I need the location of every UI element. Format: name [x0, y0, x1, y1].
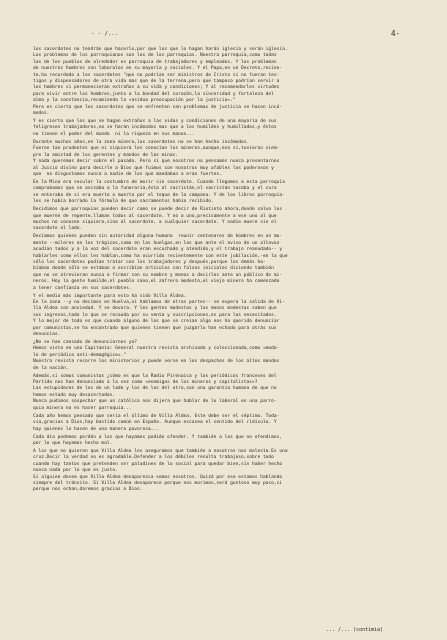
page-continuation-marker: - - /... — [91, 31, 118, 37]
text-line: nunca nada por lo que es justo. — [33, 468, 118, 474]
paragraph — [33, 180, 431, 206]
text-line: te,ha recordado a los sacerdotes "que no podrían ser ministros de Cristo si no fueran tes- — [33, 72, 280, 78]
text-line: Además,si somos comunistas ¿cómo es que la Radio Pirenaica y los periódicos franceses del — [33, 373, 277, 379]
text-line: alma y la constancia,recomienda la «asidua preocupación por la justicia»." — [33, 98, 236, 104]
text-line: Los problemas de los parroquianos son los de los parroquias. Nuestra parroquia,como todas — [33, 53, 277, 59]
text-line: vía,gracias a Dios,hay bastido común en España. Aunque escasea el sentido del ridículo. Y — [33, 420, 277, 426]
paragraph — [33, 207, 431, 233]
text-line: a tener confianza en sus sacerdotes. — [33, 285, 132, 291]
paragraph — [33, 414, 431, 433]
text-line: muchos no conocen siquiera,sino al sacerdote, a cualquier sacerdote. Y nadie muere sin el — [33, 219, 277, 225]
text-line: mento --mileres en los trágicos,como en las huelgas,en las que ante el aviso de un altavoz — [33, 240, 280, 246]
text-line: que no disgustamos nunca a nadie de los que mandaban o eran fuertes. — [33, 171, 222, 177]
text-line: cuando hay tantos que pretenden ser paladines de lo social para quedar bien,sin haber hecho — [33, 461, 283, 467]
text-line: Decidimos que parroquias pueden decir como se puede decir de Riotinto ahora,donde salvo los — [33, 207, 283, 213]
paragraph — [33, 435, 431, 448]
paragraph — [33, 374, 431, 412]
text-line: bíaban donde sólo se estaban o escribían artículos con falsos iniciales diciendo también — [33, 266, 274, 272]
text-line: siempre del tránsito. Si Villa Aldea desaparece porque nos morimos,será gustoso muy poco,si — [33, 480, 283, 486]
text-line: Decíamos quienes pueden sin autoridad alguna humana reunir centenares de hombres en un mo- — [33, 234, 283, 240]
text-line: hablarles como ellos les hablan,como ha ocurrido recientemente con este jubilación,-en la que — [33, 253, 288, 259]
text-line: les se había borrado la fórmula de que sacramentos había recibido. — [33, 199, 214, 205]
paragraph — [33, 234, 431, 292]
text-line: Y nada queremos decir sobre el pasado. Pero sí que nosotros no pensamos nunca presentarnos — [33, 159, 280, 165]
text-line: Nunca pudimos sospechar que un católico nos dijera que hablar de lo laboral en una parro- — [33, 399, 277, 405]
text-line: los hombres si permanecieran extraños a su vida y condiciones; Y al recomendarles virtudes — [33, 85, 280, 91]
page-number: 4- — [391, 29, 401, 38]
text-line: En la zona --y no decimos en Huelva,ni hablamos de otras partes-- se espera la salida de Vi- — [33, 300, 285, 305]
text-line: para vivir entre los hombres,junto a la bondad del corazón,la sinceridad y fortaleza del — [33, 91, 274, 97]
text-line: de la nación. — [33, 365, 69, 371]
text-line: porque nos echan,daremos gracias a Dios. — [33, 487, 143, 493]
text-line: A los que no quieren que Villa Aldea les aseguramos que también a nosotros nos molesta.Es una — [33, 448, 288, 454]
text-line: por comunistas,se ha encontrado que quienes tienen que juzgarlo han echado para atrás sus — [33, 325, 277, 331]
text-line: Y el medio más importante para esto ha sido Villa Aldea. — [33, 293, 187, 299]
text-line: Partido nos han denunciado a la vez como «enemigos de los mineros y capitalistas»? — [33, 380, 258, 386]
text-line: por lo que hayamos hecho mal. — [33, 440, 113, 446]
text-line: Fueron tan prudentes que ni siquiera les conocían los mineros,aunque,eso sí,tuvieron siem- — [33, 146, 280, 152]
text-line: Y es cierto que los que se hagan extraños a las vidas y condiciones de una mayoría de sus — [33, 119, 277, 125]
text-line: no tienen el poder del mundo ni la riqueza en sus manos... — [33, 131, 195, 137]
text-line: denuncias. — [33, 332, 61, 338]
text-line: sólo los sacerdotes podían tratar con los trabajadores y después,porque los demás ha- — [33, 259, 266, 265]
text-line: cruz.Decir la verdad no es agradable.Defender a los débiles resulta trabajoso,sobre todo — [33, 455, 274, 461]
text-line: de nuestros hombres son laborales en su mayoría y sociales. Y el Papa,en un Decreto,recien- — [33, 66, 283, 72]
paragraph — [33, 47, 431, 117]
text-line: se enteraba de si era muerto o muerta por el toque de la campana. Y de los libros parroquia- — [33, 192, 285, 198]
text-line: acudían todos y a la voz del sacerdote eran escuchado y atendido,y el trabajo reanudado-- y — [33, 247, 283, 253]
text-line: En la Mina era secular la costumbre de morir sin sacerdote. Cuando llegamos a esta parroquia — [33, 179, 285, 185]
continuation-note: ... /... (contimia) — [326, 627, 384, 633]
paragraph — [33, 449, 431, 494]
text-line: Si alguien desea que Villa Aldea desaparezca somos nosotros. Quizá por eso estamos hablando — [33, 474, 283, 480]
text-line: sacerdote al lado. — [33, 226, 83, 232]
paragraph — [33, 340, 431, 372]
document-body — [33, 47, 431, 494]
text-line: que mueren de repente,llaman todos al sacerdote. Y no a uno,precisamente a ese uno al que — [33, 213, 277, 219]
paragraph — [33, 294, 431, 339]
text-line: tigos y dispensadores de otra vida mas que de la terrena,pero que tampoco podrían servir a — [33, 79, 280, 85]
text-line: neros. Hoy la gente humilde,el pueblo sano,el zafrero modesto,el viejo minero ha comenzado — [33, 279, 280, 285]
text-line: Nuestra revista recorre los ministerios y puede verse en los despachos de los altos mandos — [33, 359, 280, 365]
text-line: comprobamos que se avisaba a la funeraria,ésta al sacristán,el sacristán tocaba y el cura — [33, 186, 277, 192]
text-line: lo de periódico anti-demagógico»." — [33, 352, 127, 358]
text-line: Pero es cierto que los sacerdotes que se enfrenten con problemas de justicia se hacen incó- — [33, 104, 283, 110]
text-line: lla Aldea con ansiedad. Y se devora. Y les gentes modestas y las menos modestas saben que — [33, 306, 277, 312]
text-line: Las estupideces de los de un lado y los de los del otro,son una garantía humana de que no — [33, 386, 277, 392]
text-line: hemos estado muy desacertados. — [33, 392, 116, 398]
text-line: quia minera no es hacer parroquia... — [33, 405, 132, 411]
text-line: pre la amistad de los gerentes y mandos de las minas. — [33, 152, 179, 158]
text-line: feligreses trabajadores,no se harán incómodos mas que a los humildes y humillados,y éstos — [33, 125, 277, 131]
text-line: Cada año hemos pensado que sería el último de Villa Aldea. Este debe ser el séptimo. Toda- — [33, 413, 280, 419]
text-line: Y lo mejor de todo es que cuando alguno de los que se creían algo nos ha querido denunciar — [33, 319, 280, 325]
text-line: ¿No se han cansado de denunciarnos ya? — [33, 340, 138, 346]
paragraph — [33, 140, 431, 178]
text-line: Hemos visto en uno Capitanía: General nuestra revista archivada y coleccionada,como «modo- — [33, 346, 280, 352]
text-line: los sacerdotes no tendrán que hacerlo,por que los que lo hagan harán iglesia y serán iglesia. — [33, 47, 288, 52]
paragraph — [33, 119, 431, 138]
text-line: hay quienes lo hacen de una manera pavorosa... — [33, 426, 159, 432]
text-line: sus ingresos,todo lo que se recauda por su venta y suscripciones,es para los necesitados. — [33, 312, 277, 318]
text-line: Cada día podemos perdón a los que hayamos podido ofender. Y también a los que no ofendimos, — [33, 434, 283, 440]
text-line: que no se atrevieran nunca a firmar con su nombre y menos a decirlos ante un público de mi- — [33, 272, 283, 278]
text-line: Durante muchos años,en la zona minera,los sacerdotes no se han hecho incómodos. — [33, 139, 250, 145]
text-line: al Juicio divino para decirle a Dios que fuimos con nosotros muy afables los poderosos y — [33, 165, 274, 171]
text-line: modos. — [33, 111, 50, 117]
text-line: las de los pueblos de alrededor es parroquia de trabajadores y empleados. Y los problemas — [33, 59, 277, 65]
